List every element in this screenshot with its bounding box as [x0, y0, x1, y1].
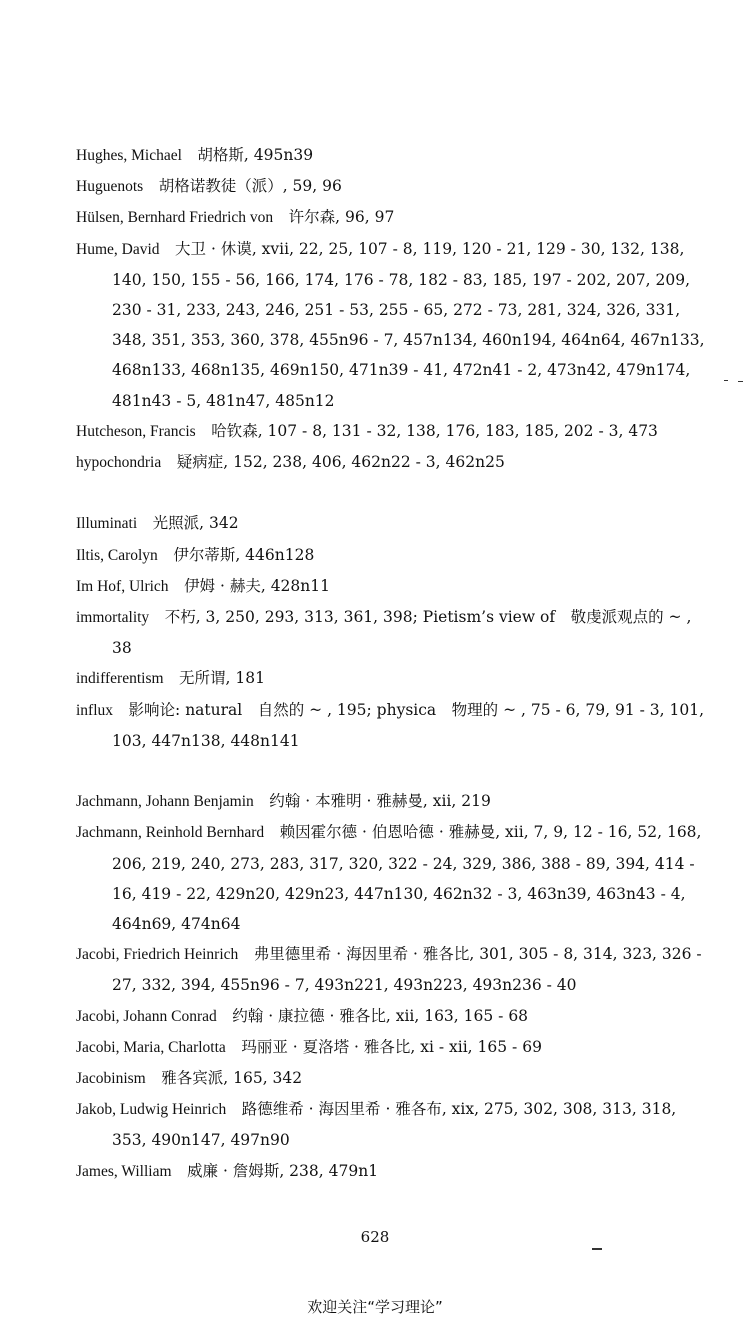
index-term: Jachmann, Johann Benjamin	[76, 793, 254, 811]
index-term: Jacobi, Johann Conrad	[76, 1007, 217, 1025]
index-entry	[76, 540, 706, 571]
index-term: Hume, David	[76, 240, 160, 258]
index-entry	[76, 1001, 706, 1032]
index-term: Jacobi, Maria, Charlotta	[76, 1038, 226, 1056]
index-term: Huguenots	[76, 178, 144, 196]
index-references: 雅各宾派, 165, 342	[161, 1069, 303, 1088]
index-entry	[76, 695, 706, 756]
index-references: 胡格斯, 495n39	[197, 146, 314, 164]
index-references: 不朽, 3, 250, 293, 313, 361, 398; Pietism’s view of 敬虔派观点的 ~ , 38	[112, 608, 692, 658]
index-entry	[76, 171, 706, 202]
index-term: hypochondria	[76, 454, 162, 472]
index-entry	[76, 663, 706, 694]
scan-speck	[724, 380, 728, 381]
index-references: 赖因霍尔德 · 伯恩哈德 · 雅赫曼, xii, 7, 9, 12 - 16, 52, 168, 206, 219, 240, 273, 283, 317, 320, 322 - 24, 329, 386, 388 - 89, 394, 414 - 16, 419 - 22, 429n20, 429n23, 447n130, 462n32 - 3, 463n39, 463n43 - 4, 464n69, 474n64	[112, 823, 702, 934]
index-term: Jachmann, Reinhold Bernhard	[76, 824, 265, 842]
index-entry	[76, 602, 706, 663]
footer-note: 欢迎关注“学习理论”	[307, 1298, 443, 1316]
group-separator	[76, 478, 706, 508]
index-term: immortality	[76, 609, 150, 627]
index-group-j	[76, 786, 706, 1187]
index-term: Jacobinism	[76, 1070, 146, 1088]
index-entry	[76, 416, 706, 447]
index-references: 玛丽亚 · 夏洛塔 · 雅各比, xi - xii, 165 - 69	[241, 1037, 542, 1056]
index-group-h	[76, 140, 706, 478]
index-term: Iltis, Carolyn	[76, 546, 158, 564]
scan-speck	[592, 1248, 602, 1250]
index-entry	[76, 939, 706, 1000]
index-references: 约翰 · 康拉德 · 雅各比, xii, 163, 165 - 68	[232, 1006, 529, 1025]
index-references: 许尔森, 96, 97	[288, 208, 395, 227]
index-term: Hülsen, Bernhard Friedrich von	[76, 209, 274, 227]
index-references: 威廉 · 詹姆斯, 238, 479n1	[187, 1161, 379, 1180]
index-references: 路德维希 · 海因里希 · 雅各布, xix, 275, 302, 308, 313, 318, 353, 490n147, 497n90	[112, 1100, 677, 1150]
index-references: 伊尔蒂斯, 446n128	[173, 545, 315, 564]
index-term: indifferentism	[76, 670, 164, 688]
index-entry	[76, 786, 706, 817]
scan-speck	[738, 381, 743, 382]
page-number: 628	[360, 1228, 390, 1246]
index-entry	[76, 202, 706, 233]
index-entry	[76, 447, 706, 478]
index-term: Illuminati	[76, 515, 138, 533]
index-term: Jacobi, Friedrich Heinrich	[76, 946, 239, 964]
index-term: James, William	[76, 1162, 172, 1180]
index-entries	[76, 140, 706, 1187]
index-term: Jakob, Ludwig Heinrich	[76, 1101, 227, 1119]
index-references: 大卫 · 休谟, xvii, 22, 25, 107 - 8, 119, 120 - 21, 129 - 30, 132, 138, 140, 150, 155 - 56, 166, 174, 176 - 78, 182 - 83, 185, 197 - 202, 207, 209, 230 - 31, 233, 243, 246, 251 - 53, 255 - 65, 272 - 73, 281, 324, 326, 331, 348, 351, 353, 360, 378, 455n96 - 7, 457n134, 460n194, 464n64, 467n133, 468n133, 468n135, 469n150, 471n39 - 41, 472n41 - 2, 473n42, 479n174, 481n43 - 5, 481n47, 485n12	[112, 239, 705, 410]
index-term: Im Hof, Ulrich	[76, 577, 169, 595]
index-entry	[76, 234, 706, 416]
index-references: 哈钦森, 107 - 8, 131 - 32, 138, 176, 183, 185, 202 - 3, 473	[211, 421, 658, 440]
index-references: 疑病症, 152, 238, 406, 462n22 - 3, 462n25	[176, 453, 505, 472]
index-entry	[76, 140, 706, 171]
index-references: 伊姆 · 赫夫, 428n11	[184, 576, 330, 595]
index-entry	[76, 1063, 706, 1094]
index-references: 光照派, 342	[152, 514, 239, 533]
index-entry	[76, 1094, 706, 1155]
index-term: influx	[76, 701, 114, 719]
index-entry	[76, 1032, 706, 1063]
index-group-i	[76, 508, 706, 756]
index-entry	[76, 571, 706, 602]
group-separator	[76, 756, 706, 786]
index-entry	[76, 817, 706, 939]
index-entry	[76, 508, 706, 539]
index-term: Hutcheson, Francis	[76, 422, 196, 440]
index-references: 无所谓, 181	[179, 669, 265, 688]
index-term: Hughes, Michael	[76, 147, 182, 164]
index-references: 影响论: natural 自然的 ~ , 195; physica 物理的 ~ , 75 - 6, 79, 91 - 3, 101, 103, 447n138, 448n141	[112, 700, 705, 750]
index-references: 约翰 · 本雅明 · 雅赫曼, xii, 219	[269, 792, 491, 811]
index-references: 胡格诺教徒（派）, 59, 96	[158, 177, 342, 196]
index-entry	[76, 1156, 706, 1187]
index-references: 弗里德里希 · 海因里希 · 雅各比, 301, 305 - 8, 314, 323, 326 - 27, 332, 394, 455n96 - 7, 493n221, 493n223, 493n236 - 40	[112, 945, 702, 995]
